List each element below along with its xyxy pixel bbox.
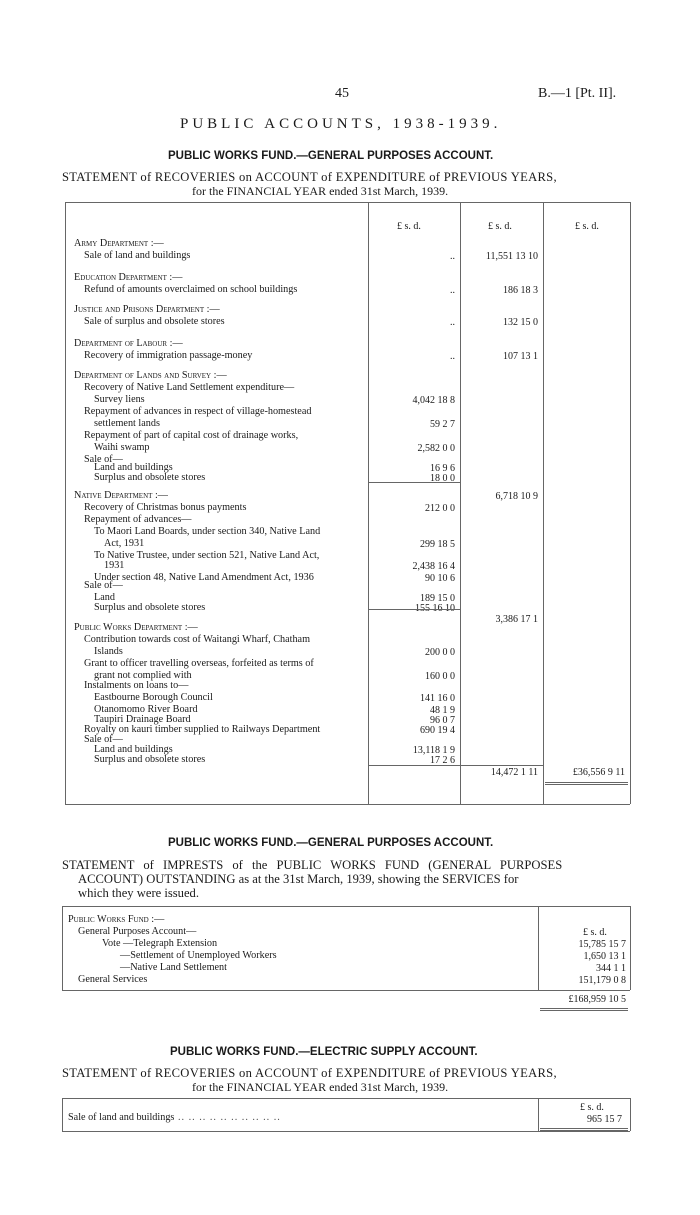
page-number: 45 xyxy=(335,86,349,101)
amount-c1: 13,118 1 9 xyxy=(412,745,455,756)
amount-c1: 155 16 10 xyxy=(415,603,455,614)
page-title: PUBLIC ACCOUNTS, 1938-1939. xyxy=(180,116,502,132)
amount-c1: 690 19 4 xyxy=(420,725,455,736)
entry-label: Recovery of Christmas bonus payments xyxy=(84,502,247,513)
amount-c1: 96 0 7 xyxy=(430,715,455,726)
entry-label: Under section 48, Native Land Amendment Act, 1936 xyxy=(94,572,314,583)
amount-c3: £36,556 9 11 xyxy=(572,767,625,778)
entry-label: Contribution towards cost of Waitangi Wharf, Chatham xyxy=(84,634,310,645)
amount-c2: 132 15 0 xyxy=(503,317,538,328)
entry-label: Act, 1931 xyxy=(104,538,145,549)
amount-c1: .. xyxy=(450,351,455,362)
section3-col-head: £ s. d. xyxy=(580,1102,604,1113)
section2-subtitle-line1: STATEMENT of IMPRESTS of the PUBLIC WORKS FUND (GENERAL PURPOSES xyxy=(62,858,563,872)
col-head-3: £ s. d. xyxy=(575,221,599,232)
amount-c1: 160 0 0 xyxy=(425,671,455,682)
entry-label: Sale of surplus and obsolete stores xyxy=(84,316,225,327)
amount-c1: 200 0 0 xyxy=(425,647,455,658)
entry-label: Islands xyxy=(94,646,123,657)
amount-c1: 48 1 9 xyxy=(430,705,455,716)
section3-row-text: Sale of land and buildings xyxy=(68,1112,175,1123)
department-heading: Department of Labour :— xyxy=(74,338,183,349)
amount-c1: 141 16 0 xyxy=(420,693,455,704)
section3-row-label: Sale of land and buildings .. .. .. .. .. .. .. .. .. .. xyxy=(68,1112,281,1123)
entry-label: To Maori Land Boards, under section 340, Native Land xyxy=(94,526,321,537)
amount-c1: 59 2 7 xyxy=(430,419,455,430)
amount-c1: 17 2 6 xyxy=(430,755,455,766)
entry-label: Land and buildings xyxy=(94,744,173,755)
section2-col-head: £ s. d. xyxy=(583,927,607,938)
section2-total: £168,959 10 5 xyxy=(568,994,626,1005)
amount-c1: 2,438 16 4 xyxy=(412,561,455,572)
section1-subtitle-line1: STATEMENT of RECOVERIES on ACCOUNT of EXPENDITURE of PREVIOUS YEARS, xyxy=(62,170,557,184)
amount-c1: 4,042 18 8 xyxy=(412,395,455,406)
entry-label: Waihi swamp xyxy=(94,442,150,453)
service-label: —Native Land Settlement xyxy=(120,962,227,973)
section3-subtitle-line1: STATEMENT of RECOVERIES on ACCOUNT of EXPENDITURE of PREVIOUS YEARS, xyxy=(62,1066,557,1080)
department-heading: Education Department :— xyxy=(74,272,183,283)
section1-subtitle-line2: for the FINANCIAL YEAR ended 31st March, 1939. xyxy=(192,184,449,198)
col-head-1: £ s. d. xyxy=(397,221,421,232)
entry-label: Repayment of advances in respect of village-homestead xyxy=(84,406,312,417)
entry-label: Grant to officer travelling overseas, forfeited as terms of xyxy=(84,658,314,669)
entry-label: Eastbourne Borough Council xyxy=(94,692,213,703)
service-label: General Services xyxy=(78,974,148,985)
amount-c1: 18 0 0 xyxy=(430,473,455,484)
amount-c2: 14,472 1 11 xyxy=(490,767,538,778)
entry-label: 1931 xyxy=(104,560,125,571)
amount-c1: .. xyxy=(450,285,455,296)
entry-label: Recovery of immigration passage-money xyxy=(84,350,253,361)
col-head-2: £ s. d. xyxy=(488,221,512,232)
entry-label: Land and buildings xyxy=(94,462,173,473)
service-amount: 151,179 0 8 xyxy=(578,975,626,986)
amount-c2: 11,551 13 10 xyxy=(485,251,538,262)
entry-label: Sale of land and buildings xyxy=(84,250,191,261)
amount-c1: 2,582 0 0 xyxy=(417,443,455,454)
amount-c1: 90 10 6 xyxy=(425,573,455,584)
amount-c2: 6,718 10 9 xyxy=(495,491,538,502)
department-heading: Native Department :— xyxy=(74,490,168,501)
service-amount: 1,650 13 1 xyxy=(583,951,626,962)
section2-subtitle-line2: ACCOUNT) OUTSTANDING as at the 31st March, 1939, showing the SERVICES for xyxy=(78,872,519,886)
service-amount: 15,785 15 7 xyxy=(578,939,626,950)
service-label: —Settlement of Unemployed Workers xyxy=(120,950,277,961)
department-heading: Department of Lands and Survey :— xyxy=(74,370,227,381)
entry-label: Sale of— xyxy=(84,734,123,745)
entry-label: Surplus and obsolete stores xyxy=(94,602,206,613)
department-heading: Justice and Prisons Department :— xyxy=(74,304,220,315)
amount-c1: .. xyxy=(450,251,455,262)
amount-c1: 299 18 5 xyxy=(420,539,455,550)
section3-heading: PUBLIC WORKS FUND.—ELECTRIC SUPPLY ACCOUNT. xyxy=(170,1046,478,1058)
amount-c2: 186 18 3 xyxy=(503,285,538,296)
service-label: General Purposes Account— xyxy=(78,926,197,937)
amount-c1: .. xyxy=(450,317,455,328)
service-amount: 344 1 1 xyxy=(596,963,626,974)
service-label: Vote —Telegraph Extension xyxy=(102,938,218,949)
amount-c1: 189 15 0 xyxy=(420,593,455,604)
entry-label: Recovery of Native Land Settlement expenditure— xyxy=(84,382,295,393)
entry-label: Sale of— xyxy=(84,580,123,591)
entry-label: Refund of amounts overclaimed on school buildings xyxy=(84,284,298,295)
amount-c2: 107 13 1 xyxy=(503,351,538,362)
amount-c1: 16 9 6 xyxy=(430,463,455,474)
section2-subtitle-line3: which they were issued. xyxy=(78,886,200,900)
entry-label: Repayment of part of capital cost of drainage works, xyxy=(84,430,299,441)
entry-label: Land xyxy=(94,592,115,603)
amount-c2: 3,386 17 1 xyxy=(495,614,538,625)
entry-label: To Native Trustee, under section 521, Native Land Act, xyxy=(94,550,320,561)
department-heading: Army Department :— xyxy=(74,238,164,249)
entry-label: Surplus and obsolete stores xyxy=(94,754,206,765)
entry-label: Survey liens xyxy=(94,394,145,405)
entry-label: Instalments on loans to— xyxy=(84,680,189,691)
document-reference: B.—1 [Pt. II]. xyxy=(538,86,617,101)
section1-heading: PUBLIC WORKS FUND.—GENERAL PURPOSES ACCOUNT. xyxy=(168,150,494,162)
amount-c1: 212 0 0 xyxy=(425,503,455,514)
entry-label: Otanomomo River Board xyxy=(94,704,198,715)
entry-label: grant not complied with xyxy=(94,670,192,681)
entry-label: Sale of— xyxy=(84,454,123,465)
fund-heading: Public Works Fund :— xyxy=(68,914,165,925)
section3-subtitle-line2: for the FINANCIAL YEAR ended 31st March, 1939. xyxy=(192,1080,449,1094)
entry-label: Repayment of advances— xyxy=(84,514,192,525)
entry-label: Royalty on kauri timber supplied to Railways Department xyxy=(84,724,321,735)
section3-row-amount: 965 15 7 xyxy=(587,1114,622,1125)
section2-heading: PUBLIC WORKS FUND.—GENERAL PURPOSES ACCOUNT. xyxy=(168,837,494,849)
entry-label: Taupiri Drainage Board xyxy=(94,714,191,725)
entry-label: settlement lands xyxy=(94,418,160,429)
department-heading: Public Works Department :— xyxy=(74,622,198,633)
entry-label: Surplus and obsolete stores xyxy=(94,472,206,483)
